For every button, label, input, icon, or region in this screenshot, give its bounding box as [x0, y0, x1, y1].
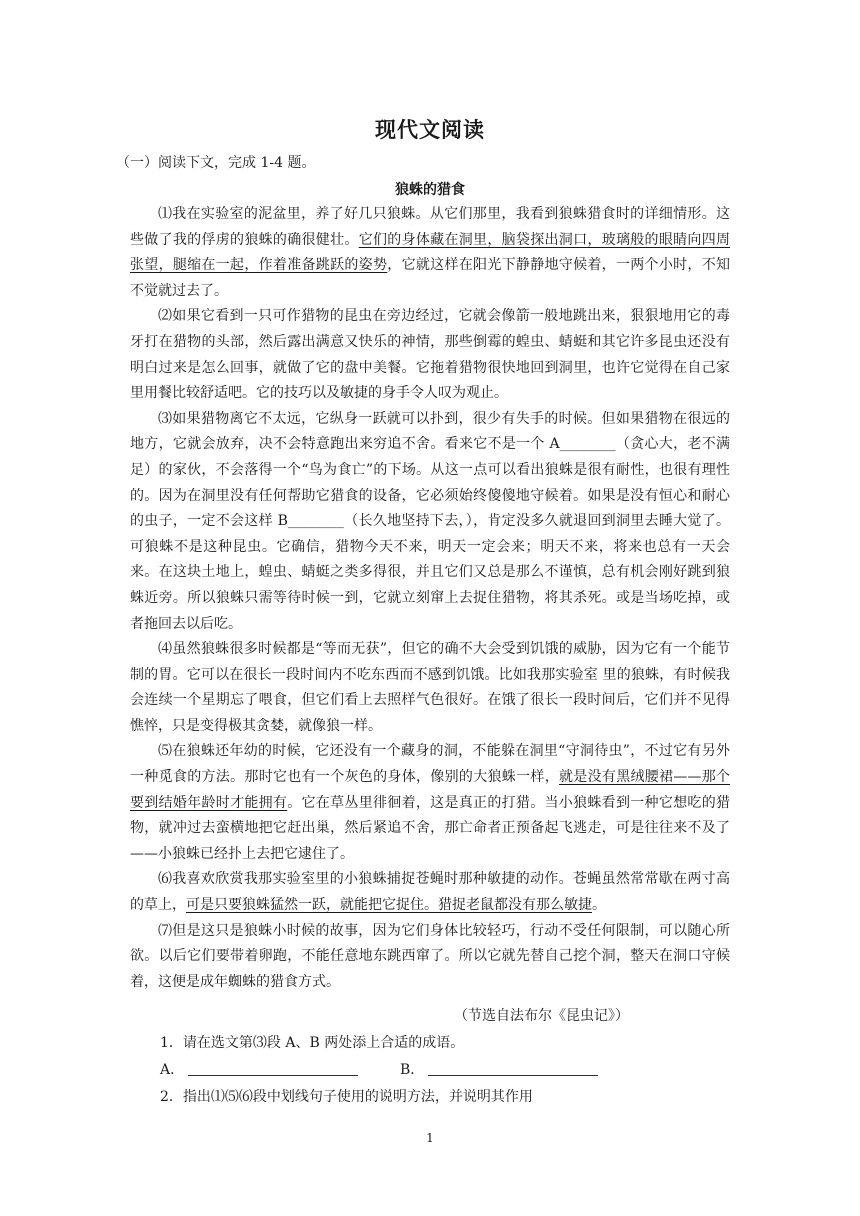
underlined-sentence-1: 它们的身体藏在洞里，脑袋探出洞口，玻璃般的眼睛向四周张望，腿缩在一起，作着准备跳跃的姿势: [130, 231, 731, 274]
answer-b: [400, 1059, 598, 1079]
question-1: 1．请在选文第⑶段 A、B 两处添上合适的成语。: [160, 1035, 465, 1051]
answer-b-blank[interactable]: [428, 1061, 598, 1076]
paragraph-2: ⑵如果它看到一只可作猎物的昆虫在旁边经过，它就会像箭一般地跳出来，狠狠地用它的毒牙打在猎物的头部，然后露出满意又快乐的神情，那些倒霉的蝗虫、蜻蜓和其它许多昆虫还没有明白过来是怎么回事，就做了它的盘中美餐。它拖着猎物很快地回到洞里，也许它觉得在自己家里用餐比较舒适吧。它的技巧以及敏捷的身手令人叹为观止。: [130, 308, 730, 402]
underlined-sentence-6: 可是只要狼蛛猛然一跃，就能把它捉住。猎捉老鼠都没有那么敏捷: [186, 897, 592, 914]
article-body: [130, 202, 730, 995]
answer-b-label: B．: [400, 1062, 425, 1078]
paragraph-7: ⑺但是这只是狼蛛小时候的故事，因为它们身体比较轻巧，行动不受任何限制，可以随心所欲。以后它们要带着卵跑，不能任意地东跳西窜了。所以它就先替自己挖个洞，整天在洞口守候着，这便是成年蜘蛛的猎食方式。: [130, 922, 730, 990]
paragraph-6: [130, 867, 730, 918]
paragraph-6-text-end: 。: [592, 897, 606, 914]
paragraph-5: [130, 739, 730, 867]
paragraph-1: [130, 202, 730, 304]
instruction-text: （一）阅读下文，完成 1-4 题。: [116, 155, 316, 171]
paragraph-3: ⑶如果猎物离它不太远，它纵身一跃就可以扑到，很少有失手的时候。但如果猎物在很远的地方，它就会放弃，决不会特意跑出来穷追不舍。看来它不是一个 A________（贪心大，老不满足）的家伙，不会落得一个“鸟为食亡”的下场。从这一点可以看出狼蛛是很有耐性，也很有理性的。因为在洞里没有任何帮助它猎食的设备，它必须始终傻傻地守候着。如果是没有恒心和耐心的虫子，一定不会这样 B________（长久地坚持下去，），肯定没多久就退回到洞里去睡大觉了。可狼蛛不是这种昆虫。它确信，猎物今天不来，明天一定会来；明天不来，将来也总有一天会来。在这块土地上，蝗虫、蜻蜓之类多得很，并且它们又总是那么不谨慎，总有机会刚好跳到狼蛛近旁。所以狼蛛只需等待时候一到，它就立刻窜上去捉住猎物，将其杀死。或是当场吃掉，或者拖回去以后吃。: [130, 410, 730, 632]
page-number: 1: [426, 1131, 434, 1145]
paragraph-4: ⑷虽然狼蛛很多时候都是“等而无获”，但它的确不大会受到饥饿的威胁，因为它有一个能节制的胃。它可以在很长一段时间内不吃东西而不感到饥饿。比如我那实验室 里的狼蛛，有时候我会连续一个星期忘了喂食，但它们看上去照样气色很好。在饿了很长一段时间后，它们并不见得憔悴，只是变得极其贪婪，就像狼一样。: [130, 641, 730, 734]
underlined-sentence-5: 就是没有黑绒腰裙——那个要到结婚年龄时才能拥有: [130, 769, 730, 811]
question-2: 2．指出⑴⑸⑹段中划线句子使用的说明方法，并说明其作用: [160, 1089, 533, 1105]
paragraph-1-text: ⑴我在实验室的泥盆里，养了好几只狼蛛。从它们那里，我看到狼蛛猎食时的详细情形。这些做了我的俘虏的狼蛛的确很健壮。: [130, 206, 730, 248]
paragraph-5-text-end: 。它在草丛里徘徊着，这是真正的打猎。当小狼蛛看到一种它想吃的猎物，就冲过去蛮横地把它赶出巢，然后紧追不舍，那亡命者正预备起飞逃走，可是往往来不及了——小狼蛛已经扑上去把它逮住了。: [130, 794, 731, 862]
paragraph-6-text: ⑹我喜欢欣赏我那实验室里的小狼蛛捕捉苍蝇时那种敏捷的动作。苍蝇虽然常常歇在两寸高的草上，: [130, 871, 730, 914]
answer-a-label: A．: [160, 1062, 185, 1078]
paragraph-5-text: ⑸在狼蛛还年幼的时候，它还没有一个藏身的洞，不能躲在洞里“守洞待虫”，不过它有另外一种觅食的方法。那时它也有一个灰色的身体，像别的大狼蛛一样，: [130, 743, 730, 786]
page-title: 现代文阅读: [375, 118, 485, 142]
source-citation: （节选自法布尔《昆虫记》）: [454, 1008, 629, 1024]
article-title: 狼蛛的猎食: [395, 182, 465, 198]
paragraph-1-text-end: ，它就这样在阳光下静静地守候着，一两个小时，不知不觉就过去了。: [130, 257, 731, 299]
answer-line: [160, 1059, 425, 1079]
answer-a-blank[interactable]: [188, 1061, 358, 1076]
